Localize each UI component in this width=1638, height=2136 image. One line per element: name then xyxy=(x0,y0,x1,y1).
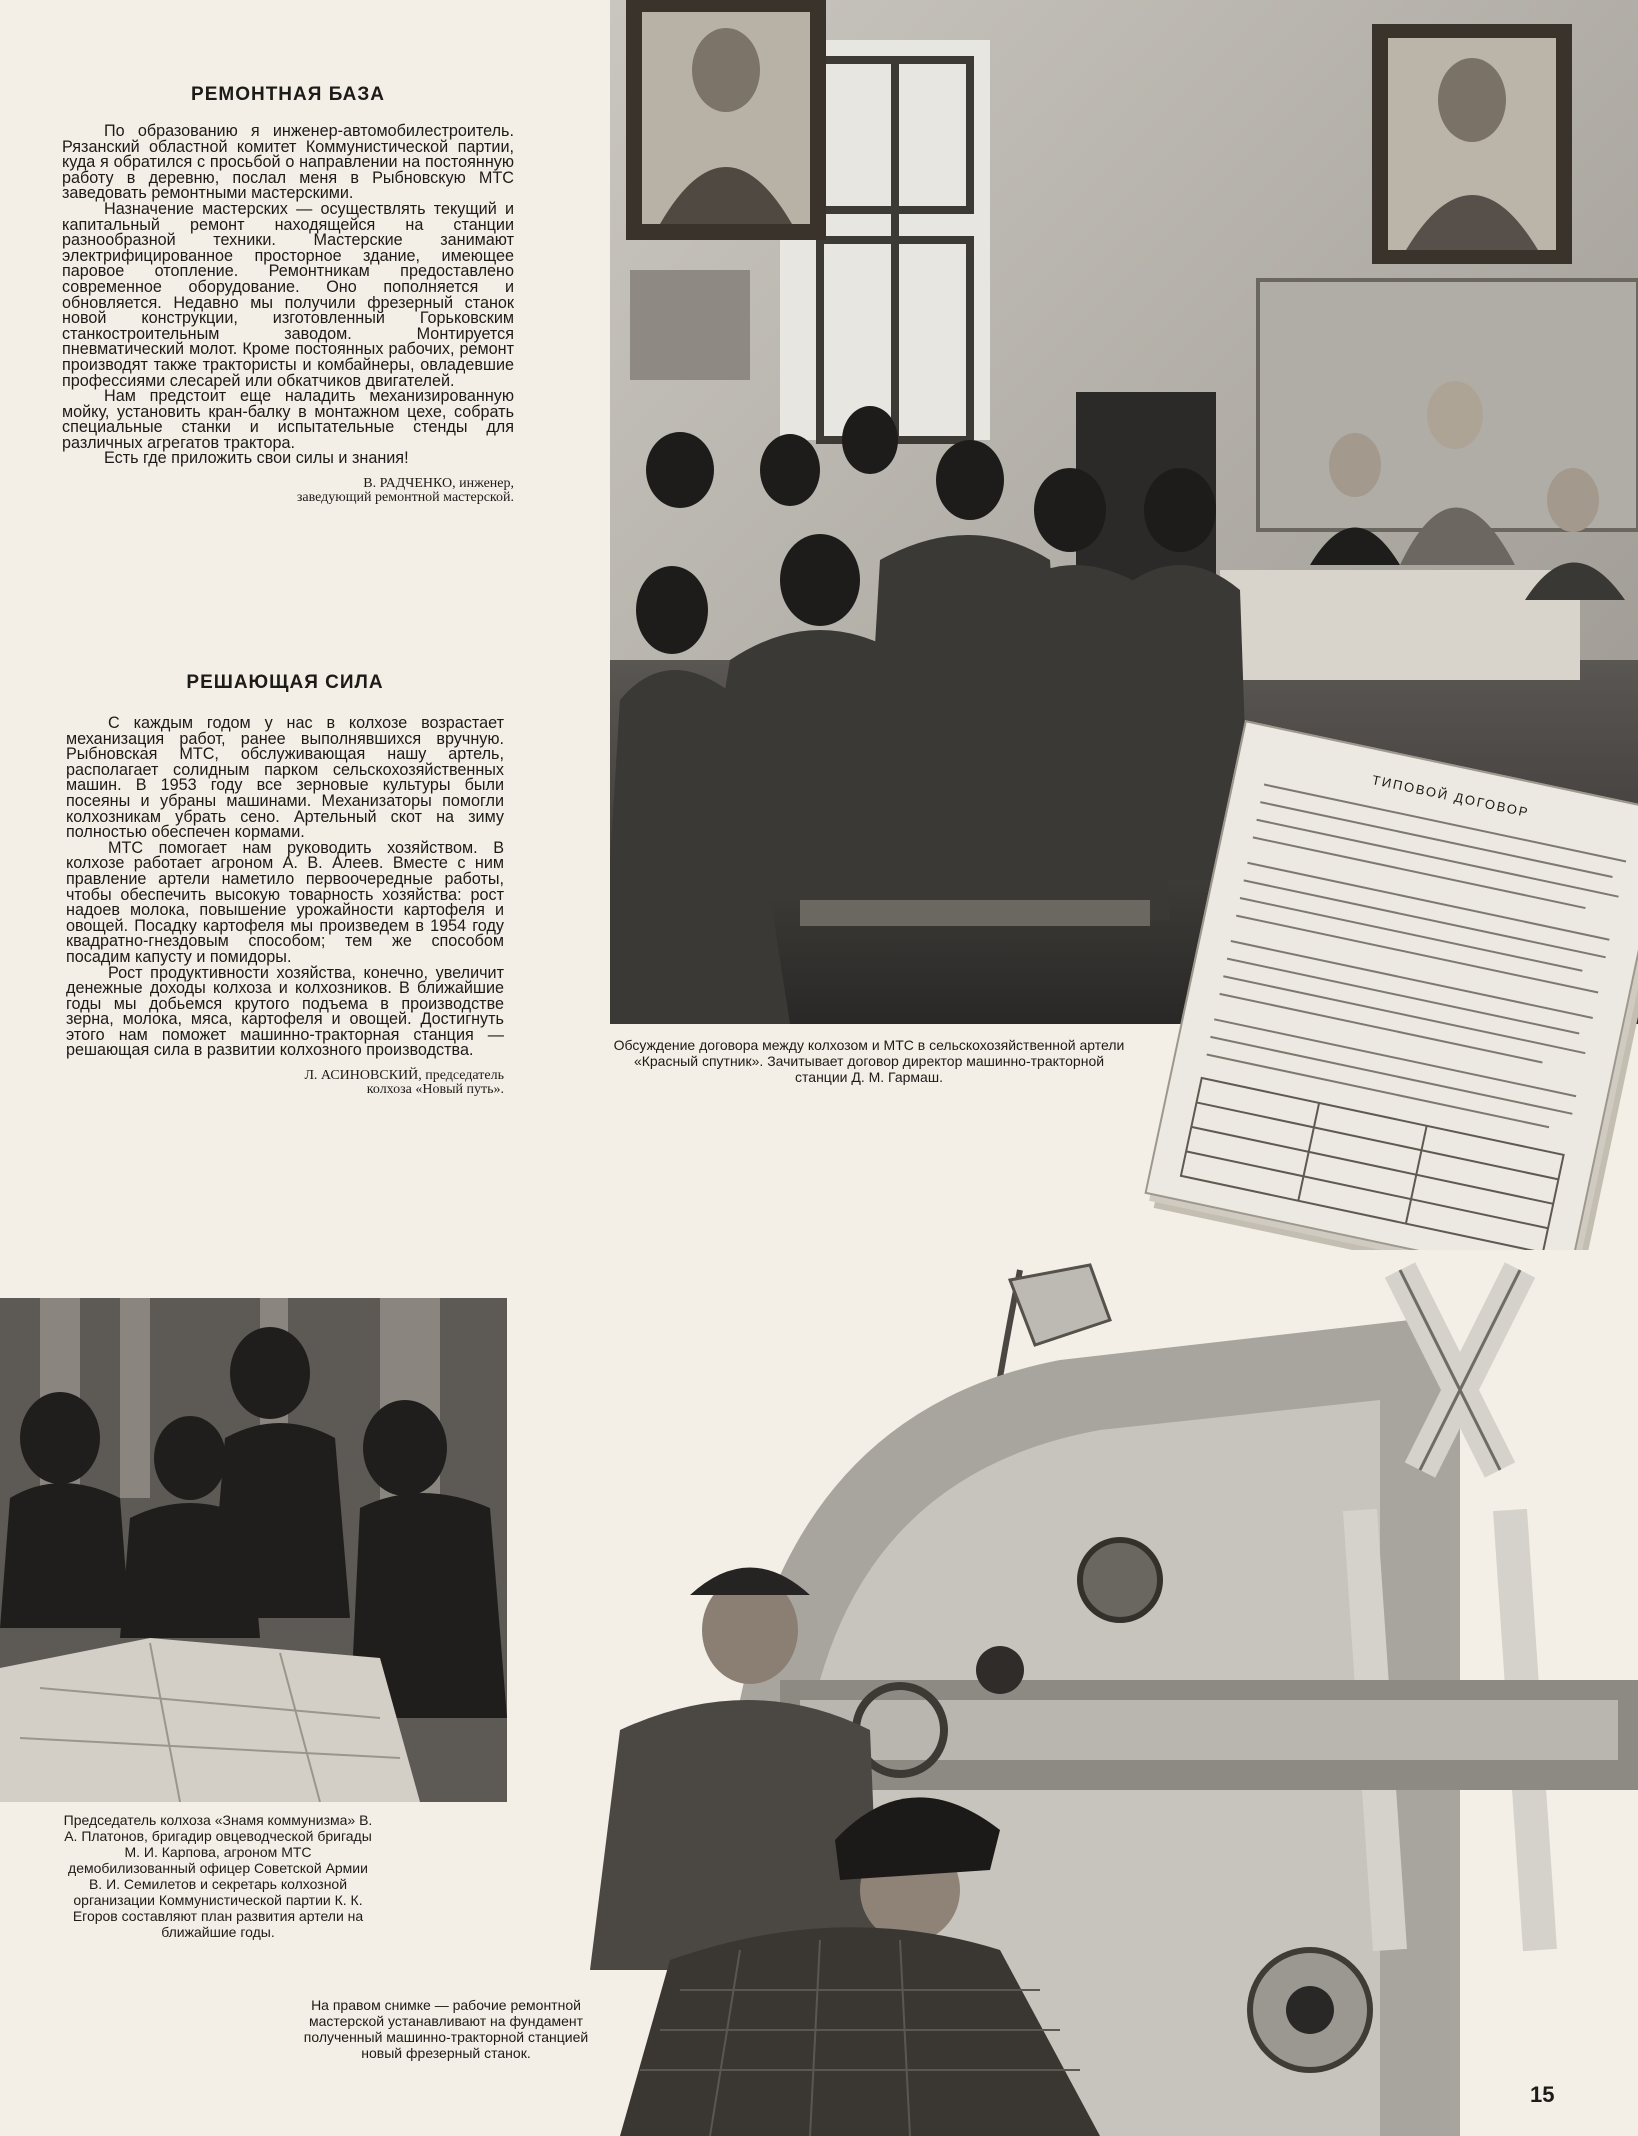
section-reshayushchaya-sila xyxy=(66,672,504,1097)
paragraph: По образованию я инженер-автомобилестроитель. Рязанский областной комитет Коммунистической партии, куда я обратился с просьбой о направлении на постоянную работу в деревню, послал меня в Рыбновскую МТС заведовать ремонтными мастерскими. xyxy=(62,122,514,203)
document-heading: ТИПОВОЙ ДОГОВОР xyxy=(1370,772,1531,821)
paragraph: Нам предстоит еще наладить механизированную мойку, установить кран-балку в монтажном цехе, собрать специальные станки и испытательные стенды для различных агрегатов трактора. xyxy=(62,387,514,452)
page-number: 15 xyxy=(1530,2082,1555,2107)
paragraph: МТС помогает нам руководить хозяйством. В колхозе работает агроном А. В. Алеев. Вместе с ним правление артели наметило первоочередные работы, чтобы обеспечить высокую товарность хозяйства: рост надоев молока, повышение урожайности картофеля и овощей. Посадку картофеля мы произведем в 1954 году квадратно-гнездовым способом; тем же способом посадим капусту и помидоры. xyxy=(66,838,504,966)
document-lines xyxy=(1147,759,1638,1279)
signature-name: В. РАДЧЕНКО, инженер, xyxy=(363,476,514,492)
paragraph: С каждым годом у нас в колхозе возрастает механизация работ, ранее выполнявшихся вручную. Рыбновская МТС, обслуживающая нашу артель, располагает солидным парком сельскохозяйственных машин. В 1953 году все зерновые культуры были посеяны и убраны машинами. Механизаторы помогли колхозникам убрать сено. Артельный скот на зиму полностью обеспечен кормами. xyxy=(66,714,504,842)
signature-name: Л. АСИНОВСКИЙ, председатель xyxy=(304,1068,504,1084)
planning-photo xyxy=(0,1298,507,1802)
section-title: РЕМОНТНАЯ БАЗА xyxy=(191,84,385,105)
machine-photo-art xyxy=(580,1250,1638,2136)
machine-caption: На правом снимке — рабочие ремонтной мастерской устанавливают на фундамент полученный машинно-тракторной станцией новый фрезерный станок. xyxy=(303,1997,589,2061)
planning-photo-art xyxy=(0,1298,507,1802)
article-body xyxy=(66,716,504,1059)
signature xyxy=(62,477,514,505)
paragraph: Рост продуктивности хозяйства, конечно, увеличит денежные доходы колхоза и колхозников. В ближайшие годы мы добьемся крутого подъема в производстве зерна, молока, мяса, картофеля и овощей. Достигнуть этого нам поможет машинно-тракторная станция — решающая сила в развитии колхозного производства. xyxy=(66,963,504,1060)
signature-title: колхоза «Новый путь». xyxy=(366,1082,504,1098)
article-body xyxy=(62,124,514,467)
meeting-caption: Обсуждение договора между колхозом и МТС в сельскохозяйственной артели «Красный спутник». Зачитывает договор директор машинно-тракторной станции Д. М. Гармаш. xyxy=(613,1037,1125,1085)
signature-title: заведующий ремонтной мастерской. xyxy=(296,490,514,506)
paragraph: Есть где приложить свои силы и знания! xyxy=(104,449,409,468)
signature xyxy=(66,1069,504,1097)
paragraph: Назначение мастерских — осуществлять текущий и капитальный ремонт находящейся на станции разнообразной техники. Мастерские занимают электрифицированное просторное здание, имеющее паровое отопление. Ремонтникам предоставлено современное оборудование. Оно пополняется и обновляется. Недавно мы получили фрезерный станок новой конструкции, изготовленный Горьковским станкостроительным заводом. Монтируется пневматический молот. Кроме постоянных рабочих, ремонт производят также трактористы и комбайнеры, овладевшие профессиями слесарей или обкатчиков двигателей. xyxy=(62,199,514,390)
planning-caption: Председатель колхоза «Знамя коммунизма» В. А. Платонов, бригадир овцеводческой бригады М. И. Карпова, агроном МТС демобилизованный офицер Советской Армии В. И. Семилетов и секретарь колхозной организации Коммунистической партии К. К. Егоров составляют план развития артели на ближайшие годы. xyxy=(63,1812,373,1940)
machine-photo xyxy=(580,1250,1638,2136)
section-title: РЕШАЮЩАЯ СИЛА xyxy=(186,672,384,693)
section-remontnaya-baza xyxy=(62,84,514,505)
